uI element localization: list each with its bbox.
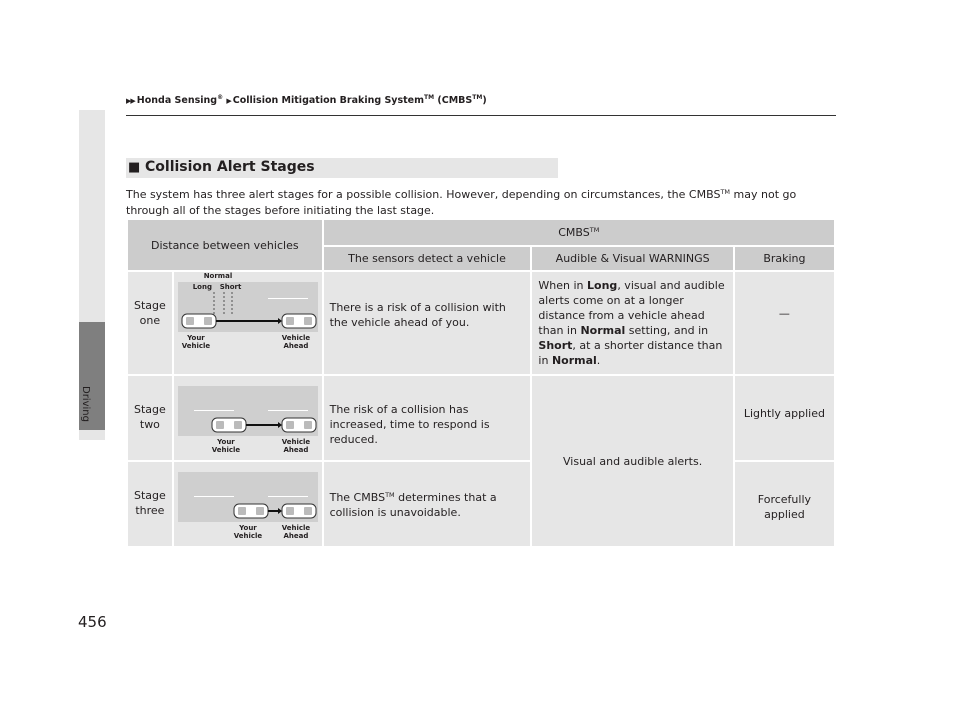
stage-word: Stage — [134, 299, 166, 312]
long-label: Long — [192, 283, 212, 291]
trademark-mark: TM — [720, 188, 731, 196]
your-vehicle-label — [212, 438, 240, 454]
page-number: 456 — [78, 613, 107, 631]
normal-label: Normal — [203, 272, 233, 280]
stage-cell — [128, 272, 172, 374]
stage-one-diagram — [178, 272, 318, 332]
ahead-text: Ahead — [283, 532, 309, 540]
stage-cell — [128, 462, 172, 546]
intro-text-1: The system has three alert stages for a possible collision. However, depending on circumstances, the CMBS — [126, 188, 721, 201]
braking-text: — — [778, 307, 790, 320]
chevron-right-icon: ▶ — [226, 97, 231, 105]
stage-two-diagram — [178, 386, 318, 436]
braking-cell — [735, 376, 834, 460]
warn-text: , visual and audible alerts come on at a longer distance from a vehicle ahead than in — [538, 279, 725, 337]
trademark-mark: TM — [385, 491, 395, 499]
your-vehicle-label — [234, 524, 262, 540]
warn-text: , at a shorter distance than in — [538, 339, 723, 367]
stage-three-diagram — [178, 472, 318, 522]
breadcrumb-part2: Collision Mitigation Braking System — [232, 95, 425, 106]
header-cmbs-label: CMBS — [558, 226, 590, 240]
sensors-cell — [324, 462, 531, 546]
vehicle-text: Vehicle — [281, 438, 311, 446]
warn-text: setting, and in — [625, 324, 709, 337]
warn-text: When in — [538, 279, 588, 292]
vehicle-text: Vehicle — [281, 334, 311, 342]
table-row — [128, 272, 834, 374]
vehicles-icon — [178, 386, 318, 436]
braking-text: Lightly applied — [743, 407, 825, 420]
trademark-mark: TM — [589, 226, 600, 235]
diagram-cell — [174, 376, 322, 460]
warn-text: . — [596, 354, 601, 367]
warnings-text: Visual and audible alerts. — [563, 454, 703, 468]
sensors-cell — [324, 376, 531, 460]
sensors-text: The risk of a collision has increased, time to respond is reduced. — [329, 403, 490, 446]
header-sensors: The sensors detect a vehicle — [324, 247, 531, 270]
stage-number: one — [139, 314, 161, 327]
trademark-mark: TM — [472, 94, 483, 101]
stage-word: Stage — [134, 403, 166, 416]
sensors-text-2: determines that a collision is unavoidable. — [329, 491, 497, 519]
intro-text-2: may not go through all of the stages before initiating the last stage. — [126, 188, 797, 217]
breadcrumb — [126, 94, 487, 106]
your-vehicle-label — [182, 334, 210, 350]
your-text: Your — [187, 334, 205, 342]
warn-bold: Normal — [551, 354, 597, 367]
breadcrumb-part1: Honda Sensing — [136, 95, 218, 106]
header-braking: Braking — [735, 247, 834, 270]
warn-bold: Long — [587, 279, 618, 292]
section-marker-icon: ■ — [128, 160, 141, 175]
breadcrumb-close: ) — [482, 95, 487, 106]
breadcrumb-open: (CMBS — [434, 95, 473, 106]
your-text: Your — [217, 438, 235, 446]
warn-bold: Normal — [580, 324, 626, 337]
header-cmbs — [324, 220, 834, 245]
vehicle-text: Vehicle — [211, 446, 241, 454]
vehicle-ahead-label — [282, 334, 310, 350]
your-text: Your — [239, 524, 257, 532]
chapter-label: Driving — [80, 386, 91, 422]
sensors-text — [324, 462, 531, 526]
alert-stages-table — [126, 218, 836, 548]
braking-text: Forcefully applied — [757, 493, 812, 521]
table-row — [128, 376, 834, 460]
vehicle-ahead-label — [282, 524, 310, 540]
intro-paragraph — [126, 184, 836, 219]
diagram-cell — [174, 272, 322, 374]
short-label: Short — [219, 283, 242, 291]
stage-number: two — [139, 418, 160, 431]
section-header — [126, 158, 558, 178]
warnings-cell — [532, 376, 732, 546]
warnings-text — [532, 272, 732, 374]
ahead-text: Ahead — [283, 446, 309, 454]
vehicles-icon — [178, 282, 318, 332]
diagram-cell — [174, 462, 322, 546]
warnings-cell — [532, 272, 732, 374]
header-divider — [126, 115, 836, 116]
trademark-mark: TM — [424, 94, 435, 101]
vehicles-icon — [178, 472, 318, 522]
sensors-text: There is a risk of a collision with the vehicle ahead of you. — [329, 301, 506, 329]
vehicle-text: Vehicle — [233, 532, 263, 540]
vehicle-text: Vehicle — [181, 342, 211, 350]
header-warnings: Audible & Visual WARNINGS — [532, 247, 732, 270]
chevron-right-icon: ▶▶ — [126, 97, 135, 105]
stage-number: three — [135, 504, 165, 517]
braking-cell — [735, 462, 834, 546]
sensors-cell — [324, 272, 531, 374]
header-distance — [128, 220, 322, 270]
warn-bold: Short — [538, 339, 573, 352]
vehicle-text: Vehicle — [281, 524, 311, 532]
stage-cell — [128, 376, 172, 460]
section-title: Collision Alert Stages — [145, 159, 315, 175]
sensors-text-1: The CMBS — [329, 491, 386, 504]
ahead-text: Ahead — [283, 342, 309, 350]
vehicle-ahead-label — [282, 438, 310, 454]
braking-cell — [735, 272, 834, 374]
stage-word: Stage — [134, 489, 166, 502]
registered-mark: ® — [217, 94, 224, 101]
header-distance-label: Distance between vehicles — [151, 238, 299, 252]
